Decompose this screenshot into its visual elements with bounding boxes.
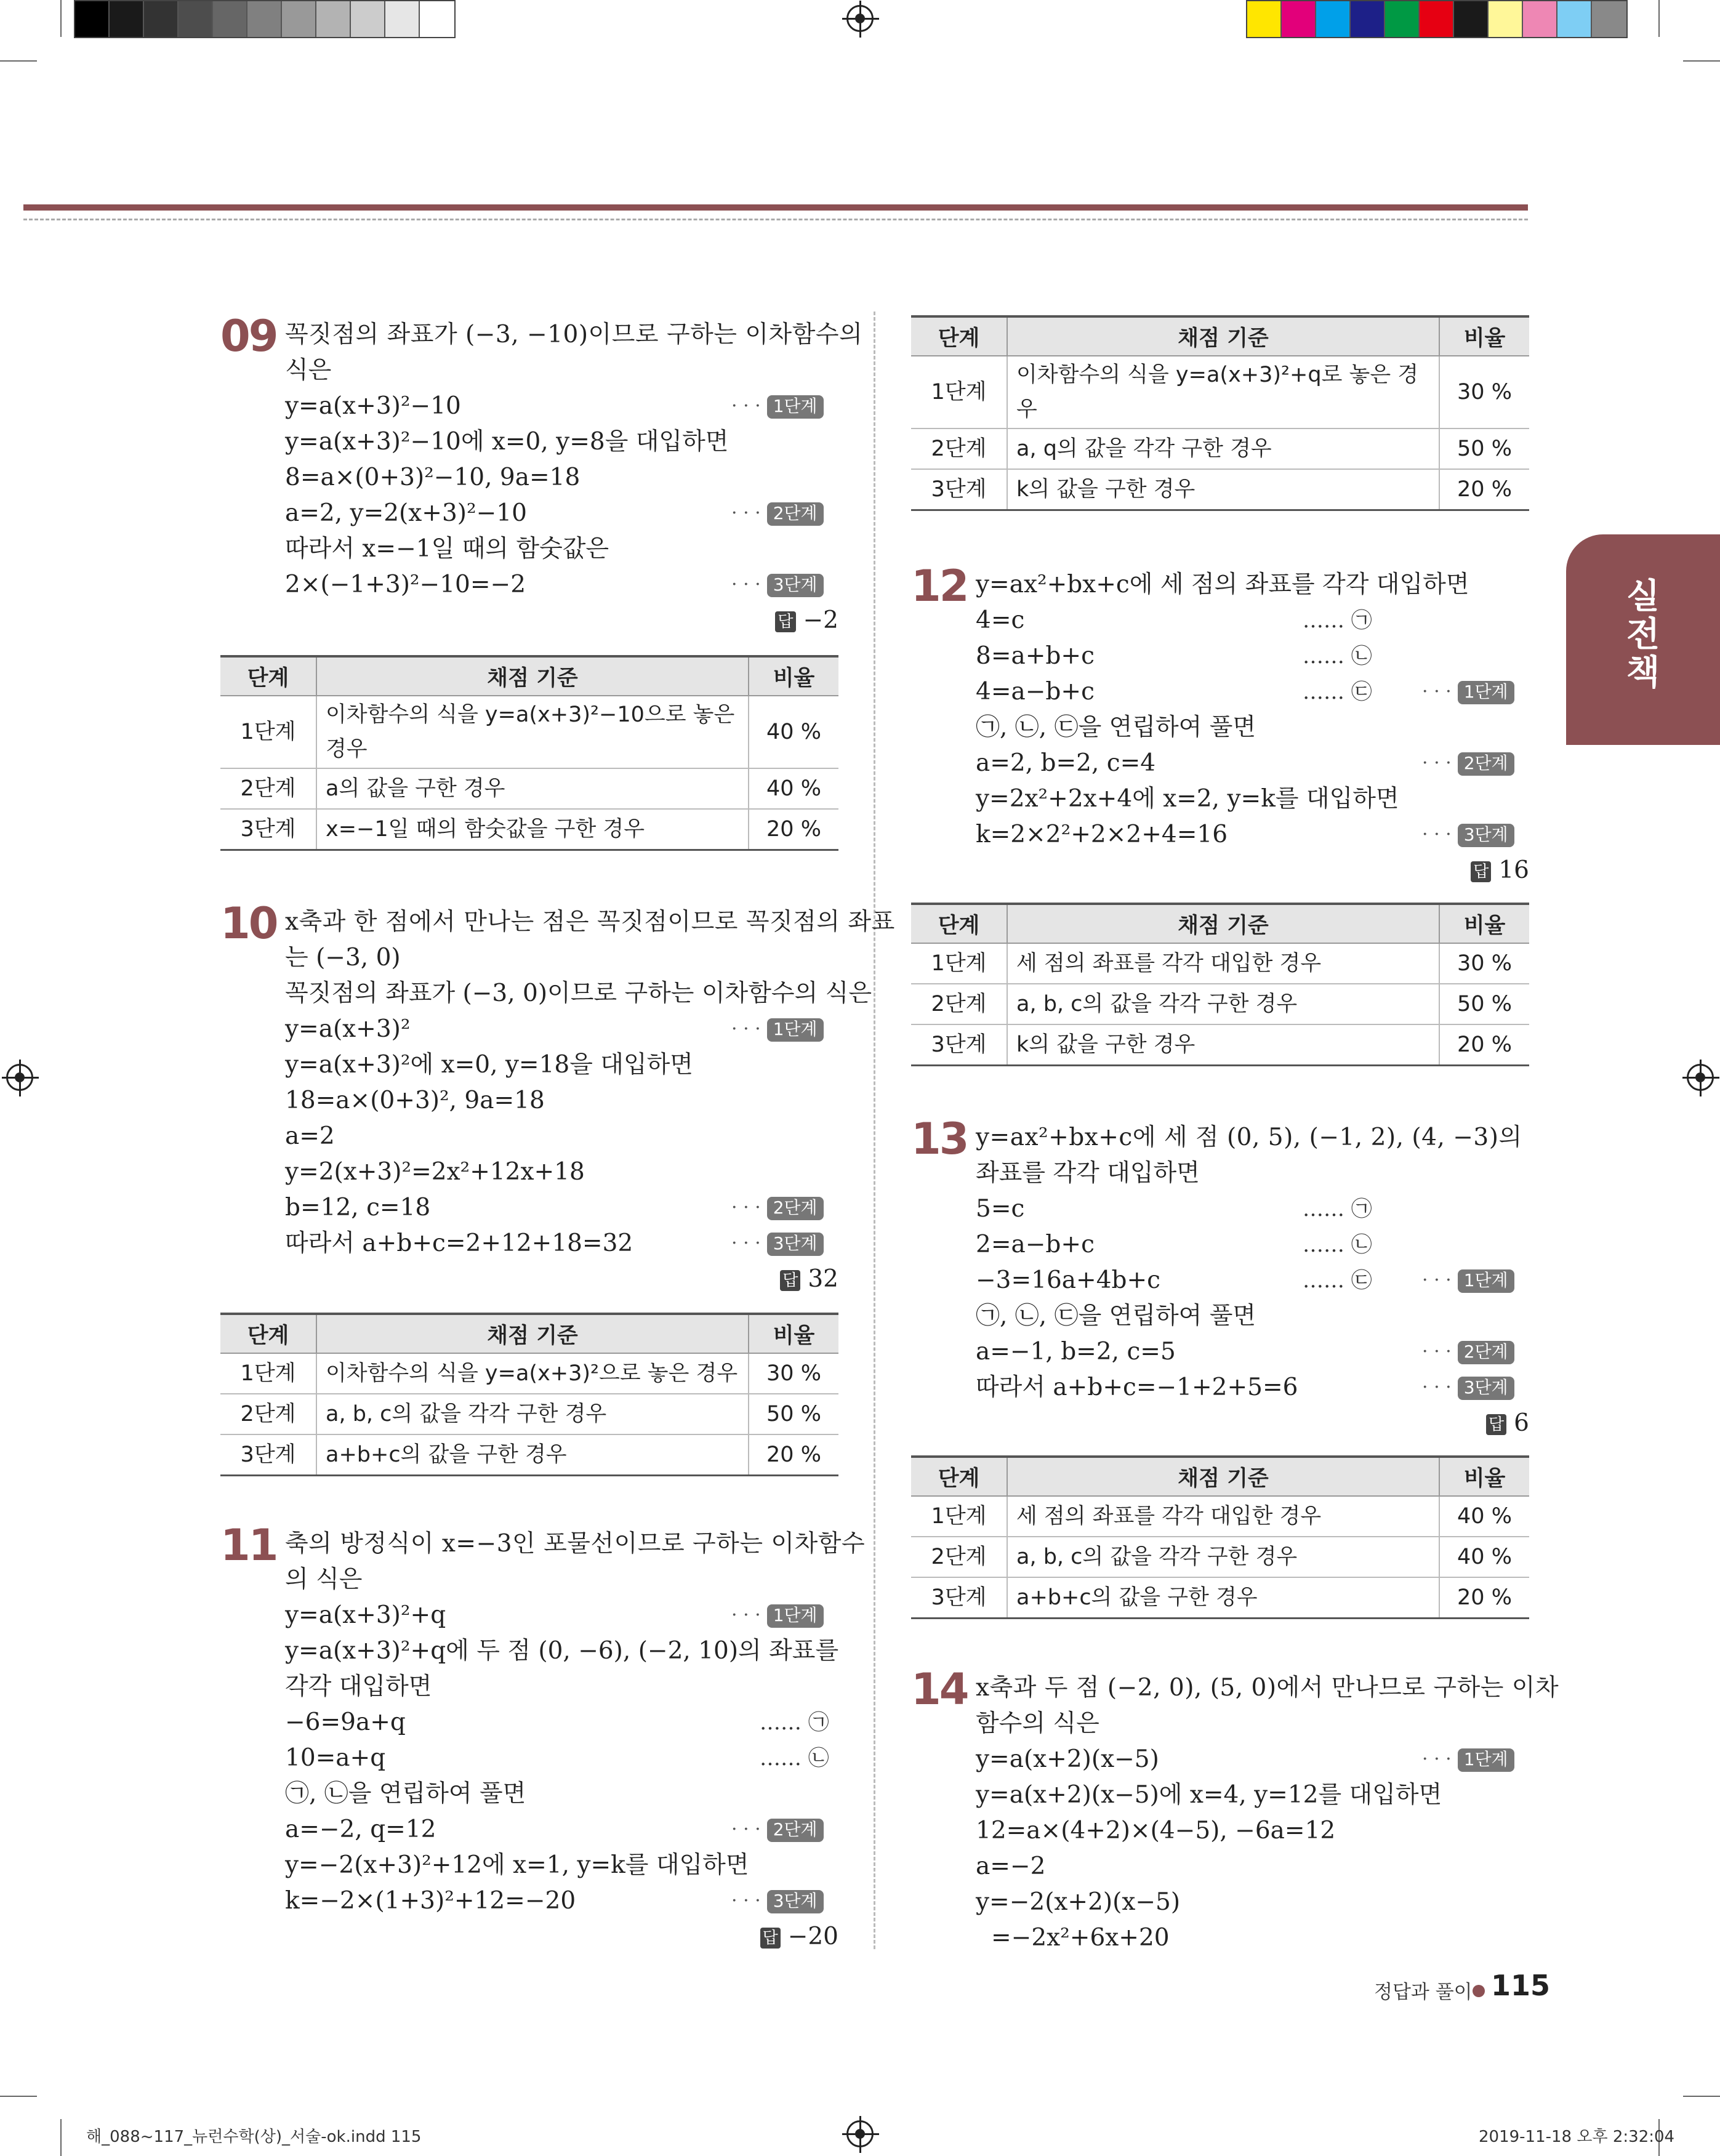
- grading-table-10: 단계 채점 기준 비율 1단계 이차함수의 식을 y=a(x+3)²으로 놓은 경우 30 % 2단계 a, b, c의 값을 각각 구한 경우 50 % 3단계 a+b+c의 값을 구한 경우 20 %: [220, 1313, 838, 1476]
- grading-table-11: 단계 채점 기준 비율 1단계 이차함수의 식을 y=a(x+3)²+q로 놓은 경 우 30 % 2단계 a, q의 값을 각각 구한 경우 50 % 3단계 k의 값을 구한 경우 20 %: [911, 315, 1529, 511]
- step-badge: · · · 1단계: [731, 1598, 824, 1633]
- problem-number: 11: [220, 1520, 277, 1571]
- crop-mark: [1683, 60, 1720, 62]
- crop-mark: [0, 60, 37, 62]
- solution-line: a=−2, q=12: [285, 1816, 436, 1843]
- grading-table-12: 단계 채점 기준 비율 1단계 세 점의 좌표를 각각 대입한 경우 30 % 2단계 a, b, c의 값을 각각 구한 경우 50 % 3단계 k의 값을 구한 경우 20 %: [911, 903, 1529, 1066]
- side-tab-label: 실전책: [1620, 577, 1660, 692]
- footer-label: 정답과 풀이: [1374, 1981, 1473, 2003]
- step-badge: · · · 2단계: [731, 496, 824, 531]
- solution-line: 2=a−b+c: [976, 1231, 1095, 1258]
- solution-line: a=2, b=2, c=4: [976, 749, 1156, 777]
- solution-line: y=2x²+2x+4에 x=2, y=k를 대입하면: [976, 785, 1399, 813]
- column-divider: [874, 312, 875, 1949]
- solution-line: a=−2: [976, 1852, 1046, 1880]
- solution-line: y=a(x+3)²−10: [285, 392, 461, 420]
- table-row: 3단계 a+b+c의 값을 구한 경우 20 %: [911, 1577, 1529, 1618]
- solution-line: 따라서 a+b+c=2+12+18=32: [285, 1229, 633, 1257]
- solution-line: 식은: [285, 356, 332, 384]
- gray-swatch: [247, 1, 282, 37]
- solution-line: y=a(x+2)(x−5)에 x=4, y=12를 대입하면: [976, 1781, 1442, 1809]
- color-swatch: [1454, 1, 1489, 37]
- grading-table-13: 단계 채점 기준 비율 1단계 세 점의 좌표를 각각 대입한 경우 40 % 2단계 a, b, c의 값을 각각 구한 경우 40 % 3단계 a+b+c의 값을 구한 경우 20 %: [911, 1455, 1529, 1619]
- grading-table-09: 단계 채점 기준 비율 1단계 이차함수의 식을 y=a(x+3)²−10으로 놓은 경우 40 % 2단계 a의 값을 구한 경우 40 % 3단계 x=−1일 때의 함숫값을 구한 경우 20 %: [220, 655, 838, 851]
- solution-line: ㉠, ㉡, ㉢을 연립하여 풀면: [976, 1302, 1256, 1330]
- solution-line: 따라서 x=−1일 때의 함숫값은: [285, 535, 609, 563]
- solution-line: y=a(x+3)²에 x=0, y=18을 대입하면: [285, 1051, 693, 1079]
- color-swatch: [1282, 1, 1316, 37]
- header-dash-rule: [23, 219, 1528, 220]
- solution-line: y=ax²+bx+c에 세 점의 좌표를 각각 대입하면: [976, 571, 1469, 598]
- table-row: 3단계 k의 값을 구한 경우 20 %: [911, 469, 1529, 510]
- step-badge: · · · 2단계: [1422, 746, 1514, 781]
- answer-icon: 답: [760, 1928, 781, 1949]
- gray-swatch: [316, 1, 351, 37]
- step-badge: · · · 1단계: [731, 388, 824, 424]
- table-row: 2단계 a, b, c의 값을 각각 구한 경우 50 %: [220, 1394, 838, 1434]
- table-row: 1단계 이차함수의 식을 y=a(x+3)²으로 놓은 경우 30 %: [220, 1353, 838, 1394]
- answer-icon: 답: [780, 1270, 800, 1291]
- gray-swatch: [75, 1, 110, 37]
- step-badge: · · · 3단계: [731, 1883, 824, 1919]
- solution-line: 2×(−1+3)²−10=−2: [285, 571, 526, 598]
- step-badge: · · · 2단계: [1422, 1334, 1514, 1370]
- solution-line: 꼭짓점의 좌표가 (−3, 0)이므로 구하는 이차함수의 식은: [285, 979, 872, 1007]
- solution-line: 함수의 식은: [976, 1710, 1099, 1737]
- gray-swatch: [179, 1, 213, 37]
- step-badge: · · · 1단계: [1422, 674, 1514, 710]
- problem-number: 14: [911, 1664, 968, 1715]
- problem-13: [911, 1114, 1529, 1443]
- step-badge: · · · 2단계: [731, 1190, 824, 1226]
- step-badge: · · · 3단계: [1422, 1370, 1514, 1406]
- solution-line: y=−2(x+2)(x−5): [976, 1888, 1181, 1916]
- solution-line: y=−2(x+3)²+12에 x=1, y=k를 대입하면: [285, 1851, 749, 1879]
- solution-line: y=a(x+3)²−10에 x=0, y=8을 대입하면: [285, 428, 729, 456]
- solution-line: a=2: [285, 1122, 335, 1150]
- problem-10: [220, 898, 895, 1295]
- print-slug-date: 2019-11-18 오후 2:32:04: [1479, 2128, 1675, 2146]
- equation-marker: …… ㉡: [1303, 644, 1372, 669]
- answer-icon: 답: [1486, 1414, 1506, 1435]
- problem-number: 10: [220, 898, 277, 949]
- table-row: 2단계 a의 값을 구한 경우 40 %: [220, 768, 838, 809]
- solution-line: ㉠, ㉡, ㉢을 연립하여 풀면: [976, 714, 1256, 741]
- color-swatch: [1557, 1, 1592, 37]
- solution-line: 12=a×(4+2)×(4−5), −6a=12: [976, 1817, 1336, 1844]
- solution-line: −6=9a+q: [285, 1708, 406, 1736]
- answer-icon: 답: [1471, 861, 1491, 882]
- color-swatch: [1247, 1, 1282, 37]
- gray-swatch: [213, 1, 247, 37]
- step-badge: · · · 3단계: [731, 1226, 824, 1261]
- solution-line: y=a(x+3)²+q: [285, 1601, 446, 1629]
- solution-line: x축과 두 점 (−2, 0), (5, 0)에서 만나므로 구하는 이차: [976, 1674, 1559, 1702]
- color-swatch: [1489, 1, 1523, 37]
- color-swatch: [1316, 1, 1351, 37]
- solution-line: 각각 대입하면: [285, 1673, 432, 1700]
- solution-line: y=2(x+3)²=2x²+12x+18: [285, 1158, 585, 1186]
- crop-mark: [1683, 2096, 1720, 2097]
- solution-line: 는 (−3, 0): [285, 944, 401, 971]
- solution-line: =−2x²+6x+20: [991, 1924, 1170, 1952]
- color-swatch: [1385, 1, 1420, 37]
- problem-12: [911, 561, 1529, 890]
- color-swatch: [1351, 1, 1385, 37]
- solution-line: 좌표를 각각 대입하면: [976, 1159, 1200, 1187]
- step-badge: · · · 3단계: [1422, 817, 1514, 853]
- gray-swatch: [420, 1, 454, 37]
- answer: 답 −2: [775, 603, 838, 638]
- problem-number: 13: [911, 1114, 968, 1164]
- solution-line: x축과 한 점에서 만나는 점은 꼭짓점이므로 꼭짓점의 좌표: [285, 908, 895, 936]
- solution-line: 4=c: [976, 606, 1025, 634]
- solution-line: 의 식은: [285, 1566, 363, 1593]
- footer-dot-icon: [1473, 1985, 1485, 1997]
- problem-11: [220, 1520, 866, 1954]
- gray-swatch: [385, 1, 420, 37]
- table-row: 1단계 세 점의 좌표를 각각 대입한 경우 40 %: [911, 1496, 1529, 1537]
- equation-marker: …… ㉡: [1303, 1233, 1372, 1257]
- equation-marker: …… ㉡: [760, 1746, 829, 1771]
- answer-icon: 답: [775, 611, 795, 632]
- header-rule: [23, 204, 1528, 211]
- color-swatch: [1523, 1, 1557, 37]
- step-badge: · · · 3단계: [731, 567, 824, 603]
- equation-marker: …… ㉠: [760, 1710, 829, 1735]
- step-badge: · · · 1단계: [1422, 1742, 1514, 1777]
- registration-mark-icon: [846, 2120, 874, 2147]
- solution-line: 8=a+b+c: [976, 642, 1095, 670]
- page-number: 115: [1491, 1969, 1551, 2002]
- problem-09: [220, 311, 863, 634]
- section-side-tab: [1566, 534, 1720, 745]
- table-row: 1단계 이차함수의 식을 y=a(x+3)²−10으로 놓은 경우 40 %: [220, 696, 838, 768]
- problem-14: [911, 1664, 1559, 1963]
- solution-line: k=−2×(1+3)²+12=−20: [285, 1887, 576, 1915]
- solution-line: a=2, y=2(x+3)²−10: [285, 499, 527, 527]
- table-row: 3단계 x=−1일 때의 함숫값을 구한 경우 20 %: [220, 809, 838, 850]
- table-row: 2단계 a, q의 값을 각각 구한 경우 50 %: [911, 428, 1529, 469]
- gray-swatch: [351, 1, 385, 37]
- solution-line: y=a(x+3)²: [285, 1015, 411, 1043]
- equation-marker: …… ㉠: [1303, 1197, 1372, 1221]
- solution-line: 18=a×(0+3)², 9a=18: [285, 1087, 545, 1114]
- solution-line: y=a(x+2)(x−5): [976, 1745, 1159, 1773]
- solution-line: 꼭짓점의 좌표가 (−3, −10)이므로 구하는 이차함수의: [285, 321, 863, 348]
- solution-line: 8=a×(0+3)²−10, 9a=18: [285, 464, 581, 491]
- solution-line: k=2×2²+2×2+4=16: [976, 821, 1228, 848]
- print-slug-file: 해_088~117_뉴런수학(상)_서술-ok.indd 115: [86, 2128, 422, 2146]
- color-swatch-bar: [1246, 0, 1628, 38]
- step-badge: · · · 1단계: [731, 1012, 824, 1047]
- solution-line: ㉠, ㉡을 연립하여 풀면: [285, 1780, 526, 1808]
- registration-mark-icon: [6, 1064, 33, 1091]
- equation-marker: …… ㉢: [1303, 680, 1372, 704]
- gray-swatch: [282, 1, 316, 37]
- solution-line: 5=c: [976, 1195, 1025, 1223]
- solution-line: −3=16a+4b+c: [976, 1266, 1161, 1294]
- step-badge: · · · 2단계: [731, 1812, 824, 1848]
- table-row: 1단계 세 점의 좌표를 각각 대입한 경우 30 %: [911, 943, 1529, 984]
- table-row: 2단계 a, b, c의 값을 각각 구한 경우 40 %: [911, 1537, 1529, 1577]
- table-row: 2단계 a, b, c의 값을 각각 구한 경우 50 %: [911, 984, 1529, 1024]
- problem-number: 12: [911, 561, 968, 611]
- crop-mark: [0, 2096, 37, 2097]
- answer: 답 −20: [760, 1919, 838, 1955]
- equation-marker: …… ㉢: [1303, 1268, 1372, 1293]
- solution-line: y=ax²+bx+c에 세 점 (0, 5), (−1, 2), (4, −3)의: [976, 1124, 1522, 1151]
- table-row: 3단계 a+b+c의 값을 구한 경우 20 %: [220, 1434, 838, 1475]
- table-row: 1단계 이차함수의 식을 y=a(x+3)²+q로 놓은 경 우 30 %: [911, 356, 1529, 428]
- crop-mark: [60, 0, 62, 37]
- table-row: 3단계 k의 값을 구한 경우 20 %: [911, 1024, 1529, 1065]
- solution-line: 축의 방정식이 x=−3인 포물선이므로 구하는 이차함수: [285, 1530, 866, 1558]
- problem-number: 09: [220, 311, 277, 361]
- crop-mark: [1658, 0, 1660, 37]
- answer: 답 32: [780, 1261, 838, 1297]
- registration-mark-icon: [846, 5, 874, 32]
- color-swatch: [1592, 1, 1626, 37]
- solution-line: y=a(x+3)²+q에 두 점 (0, −6), (−2, 10)의 좌표를: [285, 1637, 839, 1665]
- solution-line: b=12, c=18: [285, 1194, 431, 1221]
- solution-line: 10=a+q: [285, 1744, 386, 1772]
- answer: 답 16: [1471, 853, 1529, 888]
- step-badge: · · · 1단계: [1422, 1263, 1514, 1298]
- registration-mark-icon: [1687, 1064, 1714, 1091]
- solution-line: a=−1, b=2, c=5: [976, 1338, 1176, 1366]
- solution-line: 따라서 a+b+c=−1+2+5=6: [976, 1374, 1298, 1401]
- grayscale-swatch-bar: [74, 0, 456, 38]
- equation-marker: …… ㉠: [1303, 608, 1372, 633]
- solution-line: 4=a−b+c: [976, 678, 1095, 706]
- gray-swatch: [144, 1, 179, 37]
- crop-mark: [60, 2119, 62, 2156]
- color-swatch: [1420, 1, 1454, 37]
- answer: 답 6: [1486, 1406, 1529, 1441]
- gray-swatch: [110, 1, 144, 37]
